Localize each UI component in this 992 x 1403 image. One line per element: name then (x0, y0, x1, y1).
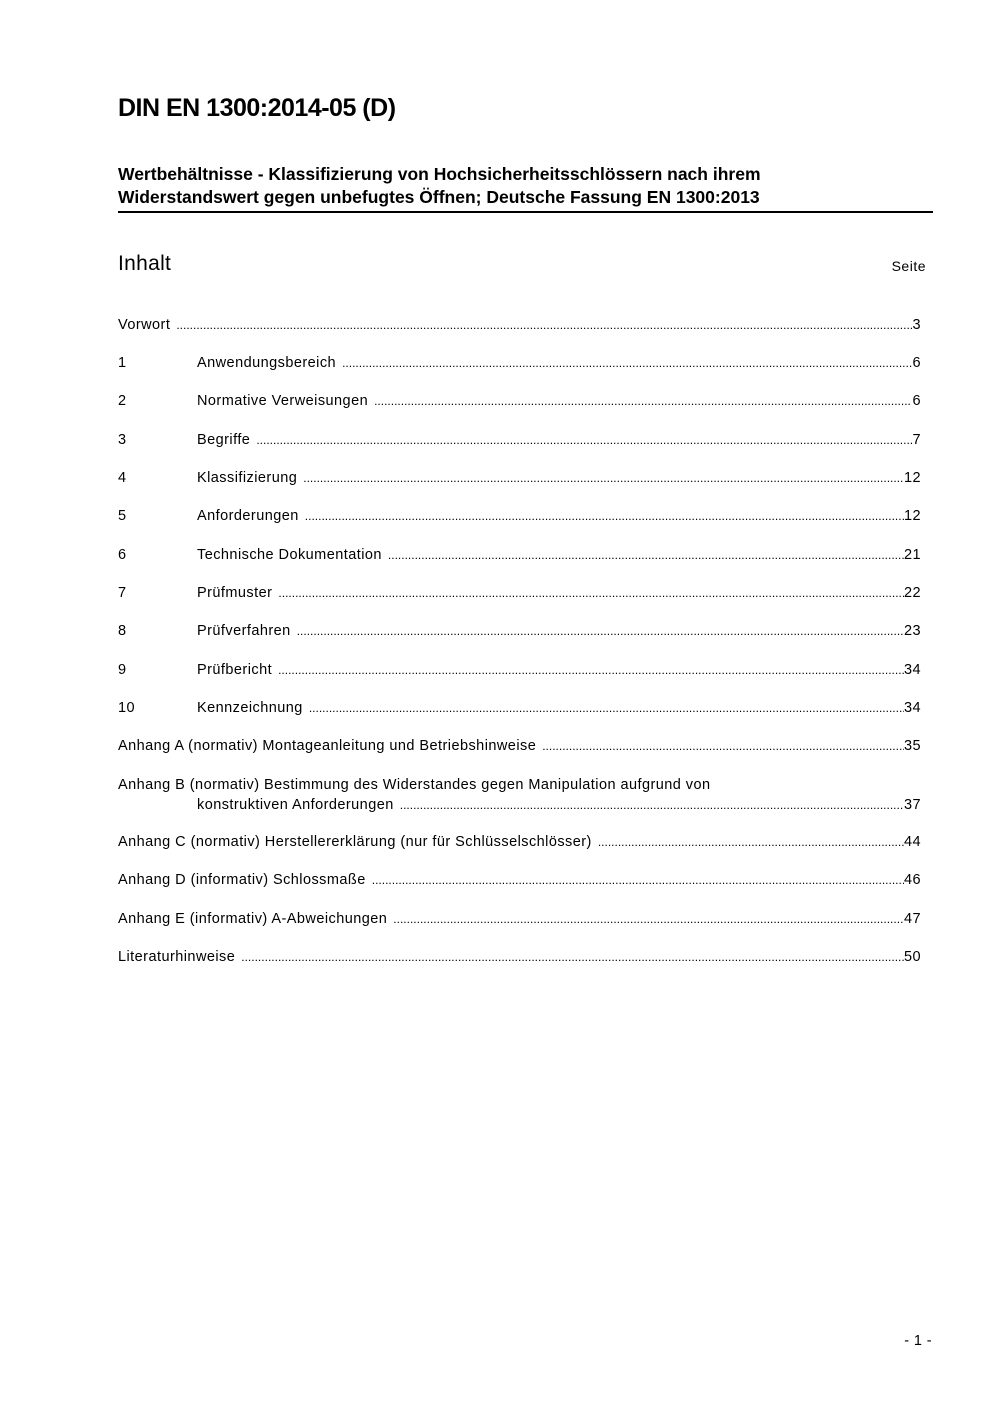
toc-entry-bibliography[interactable] (118, 947, 921, 967)
toc-leader-dots (309, 698, 904, 718)
toc-leader-dots (342, 353, 912, 373)
toc-entry-2[interactable] (118, 391, 921, 411)
page-number: - 1 - (904, 1333, 932, 1349)
toc-entry-9[interactable] (118, 660, 921, 680)
toc-entry-page: 44 (903, 834, 921, 850)
toc-leader-dots (374, 391, 912, 411)
toc-entry-title: Kennzeichnung (197, 700, 303, 716)
toc-entry-title: Anhang E (informativ) A-Abweichungen (118, 911, 388, 927)
toc-entry-5[interactable] (118, 506, 921, 526)
subtitle-line-2: Widerstandswert gegen unbefugtes Öffnen; Deutsche Fassung EN 1300:2013 (118, 187, 760, 207)
toc-entry-number: 2 (118, 393, 127, 409)
toc-leader-dots (241, 947, 904, 967)
toc-entry-number: 9 (118, 662, 127, 678)
toc-entry-3[interactable] (118, 430, 921, 450)
toc-entry-4[interactable] (118, 468, 921, 488)
document-id: DIN EN 1300:2014-05 (D) (118, 94, 396, 122)
toc-entry-title: Anhang D (informativ) Schlossmaße (118, 872, 366, 888)
toc-entry-number: 1 (118, 355, 127, 371)
toc-entry-title: Anhang C (normativ) Herstellererklärung (nur für Schlüsselschlösser) (118, 834, 592, 850)
toc-entry-number: 8 (118, 623, 127, 639)
toc-entry-6[interactable] (118, 545, 921, 565)
toc-entry-title: Klassifizierung (197, 470, 298, 486)
toc-entry-number: 10 (118, 700, 136, 716)
toc-entry-page: 23 (903, 623, 921, 639)
toc-entry-title: Technische Dokumentation (197, 547, 382, 563)
toc-leader-dots (388, 545, 904, 565)
toc-heading: Inhalt (118, 252, 172, 275)
toc-leader-dots (542, 736, 904, 756)
toc-entry-title: Normative Verweisungen (197, 393, 369, 409)
toc-entry-page: 6 (912, 393, 921, 409)
toc-entry-annex-b[interactable] (118, 775, 921, 815)
toc-entry-page: 6 (912, 355, 921, 371)
toc-entry-page: 35 (903, 738, 921, 754)
toc-leader-dots (278, 583, 904, 603)
toc-entry-annex-d[interactable] (118, 870, 921, 890)
toc-leader-dots (372, 870, 904, 890)
toc-entry-page: 34 (903, 662, 921, 678)
toc-entry-title: konstruktiven Anforderungen (197, 797, 394, 813)
toc-entry-vorwort[interactable] (118, 315, 921, 335)
toc-entry-title: Prüfverfahren (197, 623, 291, 639)
toc-entry-title: Anforderungen (197, 508, 299, 524)
toc-entry-title: Literaturhinweise (118, 949, 236, 965)
toc-entry-number: 6 (118, 547, 127, 563)
document-subtitle (118, 163, 933, 213)
toc-leader-dots (400, 795, 904, 815)
toc-entry-number: 5 (118, 508, 127, 524)
toc-entry-title: Vorwort (118, 317, 171, 333)
toc-entry-page: 12 (903, 508, 921, 524)
toc-entry-page: 37 (903, 797, 921, 813)
toc-entry-1[interactable] (118, 353, 921, 373)
toc-entry-page: 50 (903, 949, 921, 965)
toc-entry-page: 22 (903, 585, 921, 601)
subtitle-line-1: Wertbehältnisse - Klassifizierung von Hochsicherheitsschlössern nach ihrem (118, 164, 761, 184)
toc-leader-dots (393, 909, 904, 929)
toc-leader-dots (305, 506, 904, 526)
toc-leader-dots (303, 468, 904, 488)
toc-entry-page: 12 (903, 470, 921, 486)
toc-entry-8[interactable] (118, 621, 921, 641)
toc-entry-number: 4 (118, 470, 127, 486)
toc-entry-number: 7 (118, 585, 127, 601)
toc-entry-number: 3 (118, 432, 127, 448)
toc-leader-dots (598, 832, 904, 852)
toc-entry-title: Prüfmuster (197, 585, 273, 601)
toc-entry-page: 34 (903, 700, 921, 716)
toc-leader-dots (256, 430, 912, 450)
toc-leader-dots (297, 621, 904, 641)
toc-entry-annex-c[interactable] (118, 832, 921, 852)
toc-entry-page: 46 (903, 872, 921, 888)
toc-entry-page: 7 (912, 432, 921, 448)
toc-entry-page: 3 (912, 317, 921, 333)
toc-entry-annex-a[interactable] (118, 736, 921, 756)
toc-entry-page: 21 (903, 547, 921, 563)
toc-entry-7[interactable] (118, 583, 921, 603)
toc-entry-title-line-1: Anhang B (normativ) Bestimmung des Widerstandes gegen Manipulation aufgrund von (118, 777, 711, 793)
toc-entry-title: Anhang A (normativ) Montageanleitung und Betriebshinweise (118, 738, 537, 754)
toc-entry-10[interactable] (118, 698, 921, 718)
toc-entry-page: 47 (903, 911, 921, 927)
toc-leader-dots (278, 660, 904, 680)
toc-page-column-label: Seite (891, 258, 926, 274)
toc-entry-annex-e[interactable] (118, 909, 921, 929)
toc-entry-title: Anwendungsbereich (197, 355, 337, 371)
toc-entry-title: Prüfbericht (197, 662, 273, 678)
toc-leader-dots (176, 315, 912, 335)
toc-entry-title: Begriffe (197, 432, 251, 448)
